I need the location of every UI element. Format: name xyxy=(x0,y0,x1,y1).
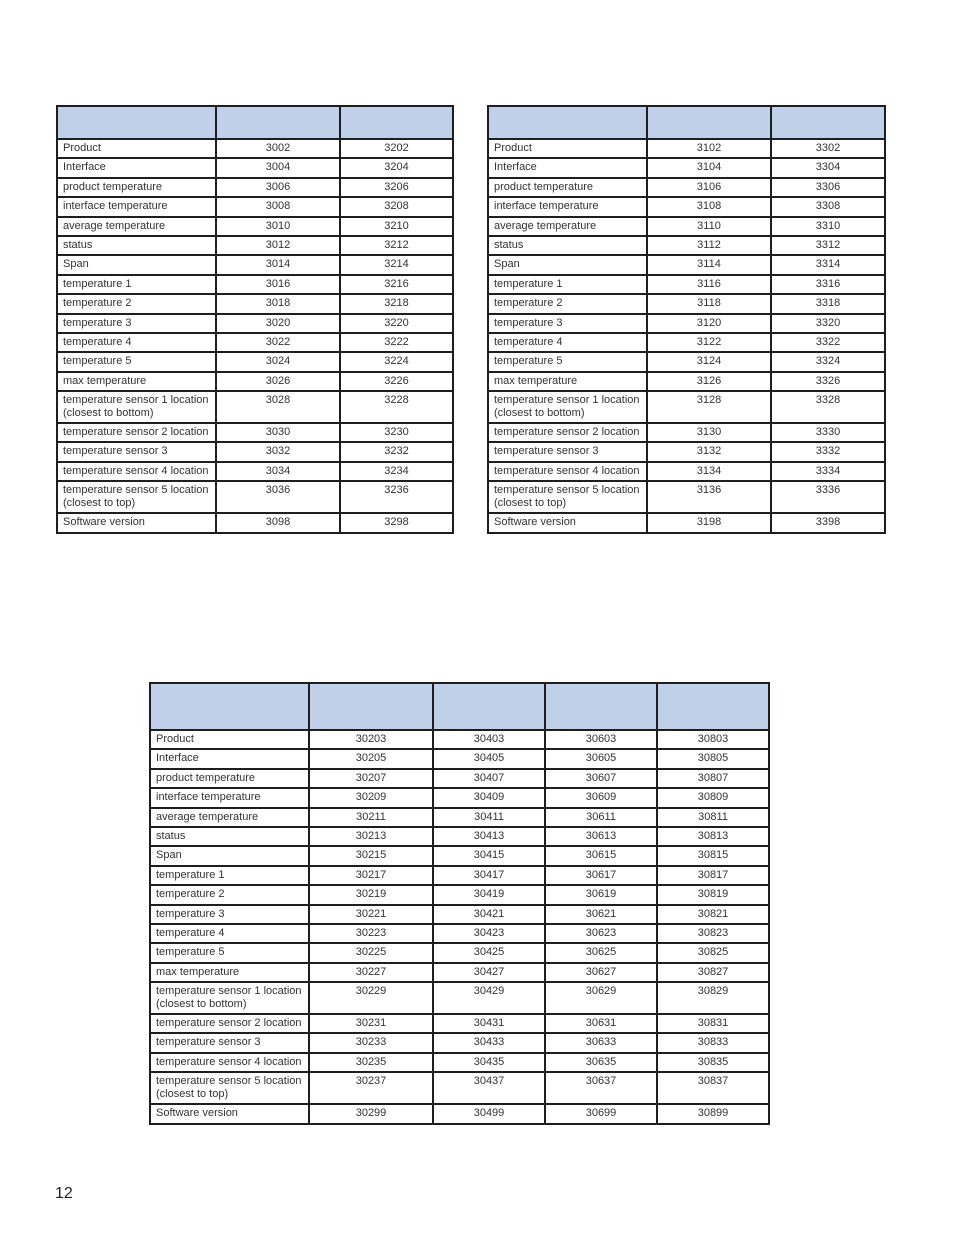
register-address-cell: 30619 xyxy=(545,885,657,904)
register-name-cell: Interface xyxy=(488,158,647,177)
table-row xyxy=(150,846,769,865)
register-address-cell: 30407 xyxy=(433,769,545,788)
register-address-cell: 3126 xyxy=(647,372,771,391)
header-cell xyxy=(309,683,433,730)
table-row xyxy=(57,372,453,391)
register-address-cell: 30221 xyxy=(309,905,433,924)
register-name-cell: temperature 2 xyxy=(150,885,309,904)
register-address-cell: 30833 xyxy=(657,1033,769,1052)
register-address-cell: 30211 xyxy=(309,808,433,827)
register-name-cell: Product xyxy=(488,139,647,158)
register-name-cell: temperature 4 xyxy=(488,333,647,352)
register-address-cell: 30229 xyxy=(309,982,433,1014)
table-row xyxy=(57,178,453,197)
register-address-cell: 30821 xyxy=(657,905,769,924)
register-name-cell: Span xyxy=(57,255,216,274)
register-name-cell: temperature 3 xyxy=(488,314,647,333)
table-row xyxy=(57,294,453,313)
register-address-cell: 30231 xyxy=(309,1014,433,1033)
register-address-cell: 3220 xyxy=(340,314,453,333)
register-address-cell: 30617 xyxy=(545,866,657,885)
header-cell xyxy=(545,683,657,730)
table-row xyxy=(488,158,885,177)
register-address-cell: 3102 xyxy=(647,139,771,158)
register-address-cell: 3198 xyxy=(647,513,771,532)
register-address-cell: 3314 xyxy=(771,255,885,274)
register-address-cell: 3202 xyxy=(340,139,453,158)
register-address-cell: 30813 xyxy=(657,827,769,846)
header-cell xyxy=(150,683,309,730)
register-name-cell: temperature sensor 1 location (closest to bottom) xyxy=(57,391,216,423)
table-row xyxy=(57,139,453,158)
register-address-cell: 30433 xyxy=(433,1033,545,1052)
register-address-cell: 3398 xyxy=(771,513,885,532)
header-cell xyxy=(216,106,340,139)
table-row xyxy=(57,197,453,216)
table-row xyxy=(57,236,453,255)
register-address-cell: 3010 xyxy=(216,217,340,236)
register-table-b xyxy=(487,105,886,534)
register-address-cell: 3110 xyxy=(647,217,771,236)
register-address-cell: 3026 xyxy=(216,372,340,391)
register-address-cell: 30611 xyxy=(545,808,657,827)
register-name-cell: temperature sensor 5 location (closest to top) xyxy=(150,1072,309,1104)
register-address-cell: 3330 xyxy=(771,423,885,442)
register-name-cell: product temperature xyxy=(488,178,647,197)
register-name-cell: temperature sensor 3 xyxy=(150,1033,309,1052)
register-address-cell: 30811 xyxy=(657,808,769,827)
register-address-cell: 30237 xyxy=(309,1072,433,1104)
register-address-cell: 30413 xyxy=(433,827,545,846)
register-address-cell: 3024 xyxy=(216,352,340,371)
register-address-cell: 30427 xyxy=(433,963,545,982)
register-name-cell: temperature sensor 1 location (closest to bottom) xyxy=(150,982,309,1014)
register-address-cell: 30633 xyxy=(545,1033,657,1052)
register-address-cell: 3304 xyxy=(771,158,885,177)
table-row xyxy=(150,963,769,982)
register-address-cell: 3116 xyxy=(647,275,771,294)
register-name-cell: Product xyxy=(150,730,309,749)
register-address-cell: 3334 xyxy=(771,462,885,481)
table-row xyxy=(57,255,453,274)
register-address-cell: 30431 xyxy=(433,1014,545,1033)
register-name-cell: temperature sensor 3 xyxy=(488,442,647,461)
register-address-cell: 3236 xyxy=(340,481,453,513)
register-address-cell: 3318 xyxy=(771,294,885,313)
table-row xyxy=(488,178,885,197)
register-address-cell: 3012 xyxy=(216,236,340,255)
table-row xyxy=(488,481,885,513)
table-row xyxy=(488,294,885,313)
register-address-cell: 3032 xyxy=(216,442,340,461)
register-name-cell: product temperature xyxy=(150,769,309,788)
table-row xyxy=(150,905,769,924)
register-name-cell: temperature 1 xyxy=(488,275,647,294)
register-address-cell: 3320 xyxy=(771,314,885,333)
register-address-cell: 3326 xyxy=(771,372,885,391)
table-row xyxy=(150,982,769,1014)
table-row xyxy=(150,730,769,749)
register-name-cell: temperature sensor 5 location (closest to top) xyxy=(488,481,647,513)
register-name-cell: temperature 5 xyxy=(57,352,216,371)
register-address-cell: 30899 xyxy=(657,1104,769,1123)
register-address-cell: 3134 xyxy=(647,462,771,481)
header-cell xyxy=(647,106,771,139)
table-row xyxy=(57,423,453,442)
header-cell xyxy=(57,106,216,139)
register-name-cell: Span xyxy=(488,255,647,274)
register-name-cell: status xyxy=(150,827,309,846)
register-address-cell: 3224 xyxy=(340,352,453,371)
table-row xyxy=(57,217,453,236)
register-name-cell: Software version xyxy=(150,1104,309,1123)
register-address-cell: 30415 xyxy=(433,846,545,865)
register-address-cell: 30225 xyxy=(309,943,433,962)
table-row xyxy=(150,924,769,943)
register-address-cell: 30817 xyxy=(657,866,769,885)
table-row xyxy=(57,481,453,513)
register-address-cell: 30823 xyxy=(657,924,769,943)
register-address-cell: 3016 xyxy=(216,275,340,294)
register-address-cell: 3120 xyxy=(647,314,771,333)
header-cell xyxy=(488,106,647,139)
table-row xyxy=(150,885,769,904)
register-name-cell: temperature sensor 4 location xyxy=(57,462,216,481)
register-address-cell: 3228 xyxy=(340,391,453,423)
register-address-cell: 30623 xyxy=(545,924,657,943)
table-row xyxy=(57,352,453,371)
register-address-cell: 3122 xyxy=(647,333,771,352)
register-address-cell: 3214 xyxy=(340,255,453,274)
register-address-cell: 30423 xyxy=(433,924,545,943)
register-name-cell: temperature 3 xyxy=(57,314,216,333)
register-address-cell: 30605 xyxy=(545,749,657,768)
register-address-cell: 30825 xyxy=(657,943,769,962)
register-name-cell: temperature sensor 2 location xyxy=(150,1014,309,1033)
register-address-cell: 3208 xyxy=(340,197,453,216)
register-address-cell: 3328 xyxy=(771,391,885,423)
table-row xyxy=(488,255,885,274)
register-name-cell: temperature 2 xyxy=(57,294,216,313)
register-address-cell: 30435 xyxy=(433,1053,545,1072)
register-address-cell: 30207 xyxy=(309,769,433,788)
table-row xyxy=(488,333,885,352)
header-cell xyxy=(657,683,769,730)
register-name-cell: temperature sensor 3 xyxy=(57,442,216,461)
register-name-cell: status xyxy=(488,236,647,255)
register-address-cell: 3002 xyxy=(216,139,340,158)
register-address-cell: 30429 xyxy=(433,982,545,1014)
register-address-cell: 30627 xyxy=(545,963,657,982)
register-address-cell: 30499 xyxy=(433,1104,545,1123)
register-name-cell: temperature sensor 2 location xyxy=(57,423,216,442)
register-name-cell: temperature 1 xyxy=(57,275,216,294)
register-name-cell: temperature 3 xyxy=(150,905,309,924)
register-address-cell: 30203 xyxy=(309,730,433,749)
register-address-cell: 30425 xyxy=(433,943,545,962)
register-address-cell: 30637 xyxy=(545,1072,657,1104)
register-name-cell: temperature sensor 2 location xyxy=(488,423,647,442)
register-address-cell: 30831 xyxy=(657,1014,769,1033)
register-address-cell: 30807 xyxy=(657,769,769,788)
register-address-cell: 30837 xyxy=(657,1072,769,1104)
register-address-cell: 3234 xyxy=(340,462,453,481)
register-name-cell: temperature 4 xyxy=(57,333,216,352)
table-row xyxy=(57,275,453,294)
table-row xyxy=(488,314,885,333)
register-address-cell: 30625 xyxy=(545,943,657,962)
register-address-cell: 3106 xyxy=(647,178,771,197)
register-address-cell: 3316 xyxy=(771,275,885,294)
register-name-cell: temperature sensor 1 location (closest to bottom) xyxy=(488,391,647,423)
register-address-cell: 3034 xyxy=(216,462,340,481)
register-name-cell: temperature sensor 4 location xyxy=(150,1053,309,1072)
register-name-cell: interface temperature xyxy=(488,197,647,216)
register-address-cell: 3136 xyxy=(647,481,771,513)
register-name-cell: product temperature xyxy=(57,178,216,197)
register-address-cell: 30609 xyxy=(545,788,657,807)
register-address-cell: 30403 xyxy=(433,730,545,749)
table-row xyxy=(488,462,885,481)
register-address-cell: 30219 xyxy=(309,885,433,904)
register-address-cell: 3212 xyxy=(340,236,453,255)
register-address-cell: 30227 xyxy=(309,963,433,982)
register-name-cell: Span xyxy=(150,846,309,865)
register-address-cell: 30803 xyxy=(657,730,769,749)
table-row xyxy=(488,442,885,461)
table-row xyxy=(57,391,453,423)
register-address-cell: 3030 xyxy=(216,423,340,442)
register-address-cell: 3230 xyxy=(340,423,453,442)
register-address-cell: 30827 xyxy=(657,963,769,982)
register-name-cell: temperature 5 xyxy=(488,352,647,371)
register-address-cell: 30213 xyxy=(309,827,433,846)
table-row xyxy=(57,333,453,352)
register-name-cell: Software version xyxy=(57,513,216,532)
register-address-cell: 3006 xyxy=(216,178,340,197)
register-address-cell: 3222 xyxy=(340,333,453,352)
register-address-cell: 30233 xyxy=(309,1033,433,1052)
register-address-cell: 30829 xyxy=(657,982,769,1014)
register-address-cell: 30299 xyxy=(309,1104,433,1123)
register-address-cell: 3322 xyxy=(771,333,885,352)
register-address-cell: 30409 xyxy=(433,788,545,807)
table-row xyxy=(57,314,453,333)
register-address-cell: 30629 xyxy=(545,982,657,1014)
register-address-cell: 3332 xyxy=(771,442,885,461)
register-address-cell: 30205 xyxy=(309,749,433,768)
register-address-cell: 30209 xyxy=(309,788,433,807)
register-name-cell: temperature 5 xyxy=(150,943,309,962)
register-address-cell: 30635 xyxy=(545,1053,657,1072)
register-name-cell: average temperature xyxy=(150,808,309,827)
register-name-cell: temperature sensor 4 location xyxy=(488,462,647,481)
register-name-cell: Interface xyxy=(57,158,216,177)
table-row xyxy=(150,1053,769,1072)
register-address-cell: 3132 xyxy=(647,442,771,461)
register-address-cell: 30419 xyxy=(433,885,545,904)
register-address-cell: 3018 xyxy=(216,294,340,313)
register-table-c xyxy=(149,682,770,1125)
table-row xyxy=(57,462,453,481)
register-address-cell: 30607 xyxy=(545,769,657,788)
register-name-cell: interface temperature xyxy=(150,788,309,807)
register-address-cell: 30631 xyxy=(545,1014,657,1033)
table-header-row xyxy=(488,106,885,139)
register-name-cell: temperature 4 xyxy=(150,924,309,943)
register-address-cell: 3306 xyxy=(771,178,885,197)
register-address-cell: 30805 xyxy=(657,749,769,768)
register-address-cell: 30217 xyxy=(309,866,433,885)
register-address-cell: 3216 xyxy=(340,275,453,294)
register-address-cell: 3218 xyxy=(340,294,453,313)
register-address-cell: 30809 xyxy=(657,788,769,807)
table-row xyxy=(150,749,769,768)
table-row xyxy=(488,423,885,442)
register-address-cell: 30621 xyxy=(545,905,657,924)
register-address-cell: 30815 xyxy=(657,846,769,865)
register-address-cell: 3232 xyxy=(340,442,453,461)
register-address-cell: 3108 xyxy=(647,197,771,216)
register-name-cell: Product xyxy=(57,139,216,158)
register-address-cell: 30699 xyxy=(545,1104,657,1123)
register-name-cell: Software version xyxy=(488,513,647,532)
register-address-cell: 3114 xyxy=(647,255,771,274)
table-header-row xyxy=(150,683,769,730)
register-name-cell: Interface xyxy=(150,749,309,768)
table-row xyxy=(488,513,885,532)
register-address-cell: 30411 xyxy=(433,808,545,827)
table-row xyxy=(150,866,769,885)
register-address-cell: 3206 xyxy=(340,178,453,197)
register-address-cell: 3128 xyxy=(647,391,771,423)
register-address-cell: 3324 xyxy=(771,352,885,371)
register-name-cell: max temperature xyxy=(488,372,647,391)
register-address-cell: 30223 xyxy=(309,924,433,943)
table-row xyxy=(150,827,769,846)
register-address-cell: 30603 xyxy=(545,730,657,749)
register-address-cell: 3028 xyxy=(216,391,340,423)
table-row xyxy=(150,788,769,807)
register-address-cell: 30835 xyxy=(657,1053,769,1072)
header-cell xyxy=(340,106,453,139)
table-row xyxy=(57,442,453,461)
register-address-cell: 3118 xyxy=(647,294,771,313)
register-name-cell: temperature sensor 5 location (closest to top) xyxy=(57,481,216,513)
register-address-cell: 3210 xyxy=(340,217,453,236)
register-address-cell: 3008 xyxy=(216,197,340,216)
table-row xyxy=(488,372,885,391)
table-row xyxy=(150,1104,769,1123)
register-address-cell: 3308 xyxy=(771,197,885,216)
register-name-cell: interface temperature xyxy=(57,197,216,216)
register-address-cell: 3112 xyxy=(647,236,771,255)
table-row xyxy=(150,769,769,788)
register-address-cell: 3336 xyxy=(771,481,885,513)
register-address-cell: 3036 xyxy=(216,481,340,513)
table-row xyxy=(488,352,885,371)
header-cell xyxy=(433,683,545,730)
register-address-cell: 3004 xyxy=(216,158,340,177)
page-number: 12 xyxy=(55,1185,73,1202)
register-address-cell: 30417 xyxy=(433,866,545,885)
register-name-cell: max temperature xyxy=(57,372,216,391)
register-address-cell: 30421 xyxy=(433,905,545,924)
table-header-row xyxy=(57,106,453,139)
register-address-cell: 3302 xyxy=(771,139,885,158)
header-cell xyxy=(771,106,885,139)
register-address-cell: 3226 xyxy=(340,372,453,391)
register-address-cell: 30405 xyxy=(433,749,545,768)
register-address-cell: 3298 xyxy=(340,513,453,532)
table-row xyxy=(488,217,885,236)
register-name-cell: status xyxy=(57,236,216,255)
register-address-cell: 3312 xyxy=(771,236,885,255)
table-row xyxy=(488,236,885,255)
register-address-cell: 30615 xyxy=(545,846,657,865)
register-address-cell: 3104 xyxy=(647,158,771,177)
register-address-cell: 3098 xyxy=(216,513,340,532)
register-address-cell: 3124 xyxy=(647,352,771,371)
table-row xyxy=(150,1014,769,1033)
table-row xyxy=(150,1033,769,1052)
table-row xyxy=(150,808,769,827)
register-table-a xyxy=(56,105,454,534)
register-address-cell: 3310 xyxy=(771,217,885,236)
register-address-cell: 30437 xyxy=(433,1072,545,1104)
register-address-cell: 3204 xyxy=(340,158,453,177)
table-row xyxy=(488,197,885,216)
register-name-cell: average temperature xyxy=(488,217,647,236)
table-row xyxy=(488,391,885,423)
register-name-cell: temperature 1 xyxy=(150,866,309,885)
register-address-cell: 30819 xyxy=(657,885,769,904)
register-address-cell: 3014 xyxy=(216,255,340,274)
table-row xyxy=(57,513,453,532)
register-address-cell: 30215 xyxy=(309,846,433,865)
table-row xyxy=(150,1072,769,1104)
register-address-cell: 3020 xyxy=(216,314,340,333)
register-name-cell: temperature 2 xyxy=(488,294,647,313)
table-row xyxy=(488,275,885,294)
table-row xyxy=(57,158,453,177)
table-row xyxy=(488,139,885,158)
register-address-cell: 3022 xyxy=(216,333,340,352)
register-name-cell: average temperature xyxy=(57,217,216,236)
register-address-cell: 30613 xyxy=(545,827,657,846)
register-name-cell: max temperature xyxy=(150,963,309,982)
table-row xyxy=(150,943,769,962)
register-address-cell: 30235 xyxy=(309,1053,433,1072)
register-address-cell: 3130 xyxy=(647,423,771,442)
